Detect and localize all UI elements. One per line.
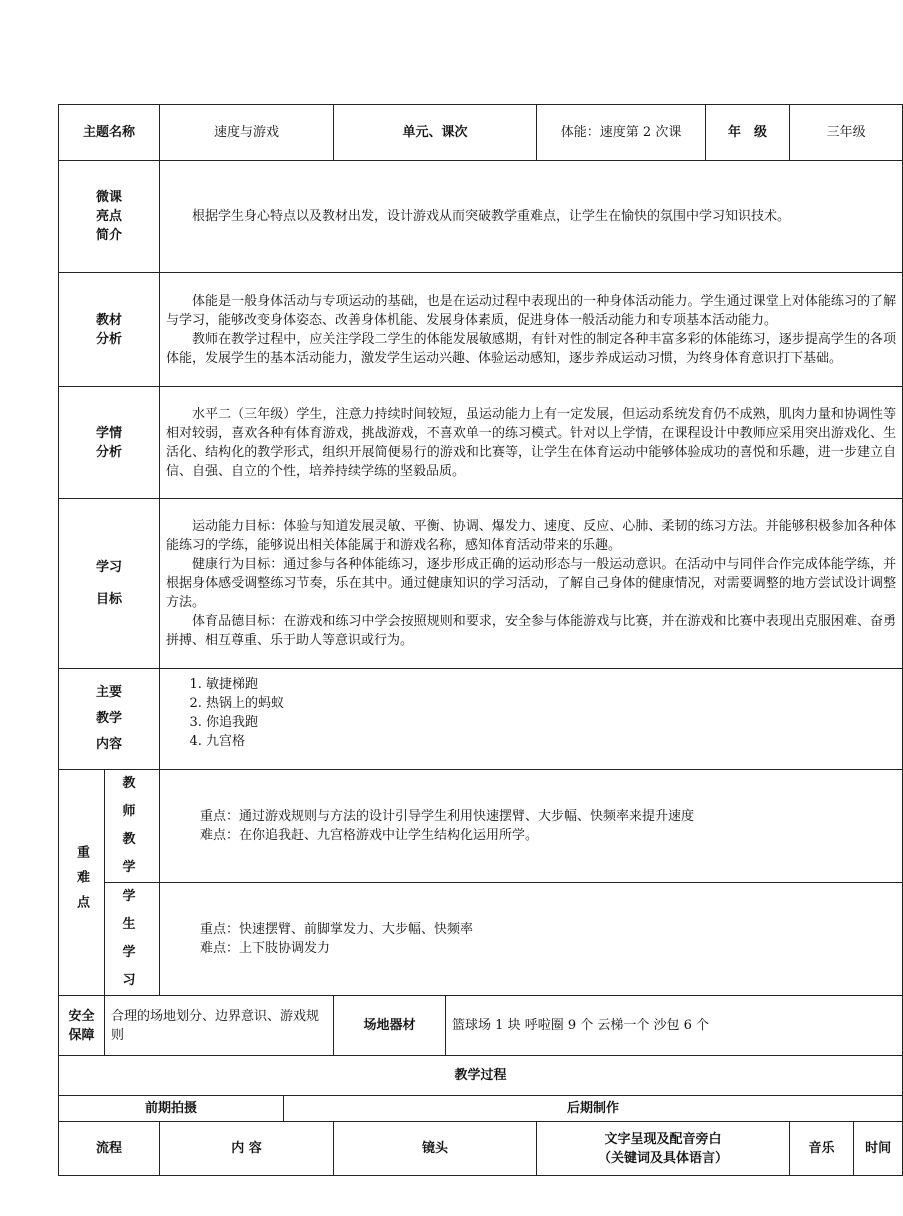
goal-paragraph: 体育品德目标：在游戏和练习中学会按照规则和要求，安全参与体能游戏与比赛，并在游戏和比赛中表现出克服困难、奋勇拼搏、相互尊重、乐于助人等意识或行为。 [166,614,897,648]
student-learn-label-cell [105,883,160,996]
venue-text: 篮球场 1 块 呼啦圈 9 个 云梯一个 沙包 6 个 [446,996,903,1056]
material-paragraph: 体能是一般身体活动与专项运动的基础，也是在运动过程中表现出的一种身体活动能力。学生通过课堂上对体能练习的了解与学习，能够改变身体姿态、改善身体机能、发展身体素质，促进身体一般活动能力和专项基本活动能力。 [166,293,897,328]
theme-value: 速度与游戏 [160,105,334,161]
header-row [59,105,903,161]
unit-label: 单元、课次 [334,105,537,161]
safety-label: 安全保障 [59,996,105,1056]
list-item: 3. 你追我跑 [206,713,896,732]
venue-label: 场地器材 [334,996,446,1056]
keypoints-label-cell [59,770,105,996]
theme-label: 主题名称 [59,105,160,161]
teacher-points-cell [160,770,903,883]
student-text: 水平二（三年级）学生，注意力持续时间较短，虽运动能力上有一定发展，但运动系统发育仍不成熟，肌肉力量和协调性等相对较弱，喜欢各种有体育游戏，挑战游戏，不喜欢单一的练习模式。针对以上学情，在课程设计中教师应采用突出游戏化、生活化、结构化的教学形式，组织开展简便易行的游戏和比赛等，让学生在体育运动中能够体验成功的喜悦和乐趣，进一步建立自信、自强、自立的个性，培养持续学练的坚毅品质。 [166,406,897,479]
material-paragraph: 教师在教学过程中，应关注学段二学生的体能发展敏感期，有针对性的制定各种丰富多彩的体能练习，逐步提高学生的各项体能，发展学生的基本活动能力，激发学生运动兴趣、体验运动感知，逐步养成运动习惯，为终身体育意识打下基础。 [166,331,897,366]
micro-text: 根据学生身心特点以及教材出发，设计游戏从而突破教学重难点，让学生在愉快的氛围中学习知识技术。 [192,209,791,224]
content-label-line: 教学 [96,711,123,726]
list-item: 4. 九宫格 [206,732,896,751]
col-narration [537,1122,790,1176]
list-item: 2. 热锅上的蚂蚁 [206,694,896,713]
content-list [166,675,896,751]
goals-label [59,499,160,669]
micro-label-line: 简介 [96,228,123,243]
student-row [59,387,903,499]
material-label-line: 教材 [96,312,123,328]
lesson-plan-document [58,104,897,1176]
post-production-label: 后期制作 [284,1096,903,1122]
pre-production-label: 前期拍摄 [59,1096,284,1122]
safety-row [59,996,903,1056]
micro-label [59,161,160,273]
goals-label-line: 学习 [96,559,123,575]
teacher-label-cell [105,770,160,883]
unit-value: 体能：速度第 2 次课 [537,105,706,161]
goal-paragraph: 健康行为目标：通过参与各种体能练习，逐步形成正确的运动形态与一般运动意识。在活动中与同伴合作完成体能学练，并根据身体感受调整练习节奏，乐在其中。通过健康知识的学习活动，了解自己身体的健康情况，对需要调整的地方尝试设计调整方法。 [166,557,897,610]
student-cell [160,387,903,499]
teacher-difficulty: 难点：在你追我赶、九宫格游戏中让学生结构化运用所学。 [200,828,539,843]
teacher-label: 教 师 教 学 [122,776,142,875]
content-row [59,669,903,770]
content-cell [160,669,903,770]
micro-label-line: 微课 [96,190,123,205]
process-title: 教学过程 [59,1056,903,1096]
process-title-row [59,1056,903,1096]
material-row [59,273,903,387]
safety-text: 合理的场地划分、边界意识、游戏规则 [105,996,334,1056]
keypoints-teacher-row [59,770,903,883]
col-content: 内 容 [160,1122,334,1176]
col-narration-line2: （关键词及具体语言） [598,1150,729,1166]
student-learn-label: 学 生 学 习 [122,889,142,988]
student-points-cell [160,883,903,996]
content-label-line: 主要 [96,685,123,700]
production-row [59,1096,903,1122]
teacher-focus: 重点：通过游戏规则与方法的设计引导学生利用快速摆臂、大步幅、快频率来提升速度 [200,809,695,824]
content-label-line: 内容 [96,737,123,752]
micro-label-line: 亮点 [96,209,123,224]
keypoints-label: 重难点 [74,845,89,920]
student-difficulty: 难点：上下肢协调发力 [200,941,331,956]
goal-paragraph: 运动能力目标：体验与知道发展灵敏、平衡、协调、爆发力、速度、反应、心肺、柔韧的练习方法。并能够积极参加各种体能练习的学练，能够说出相关体能属于和游戏名称，感知体育活动带来的乐趣。 [166,519,897,553]
list-item: 1. 敏捷梯跑 [206,675,896,694]
material-label [59,273,160,387]
col-shot: 镜头 [334,1122,537,1176]
goals-row [59,499,903,669]
keypoints-student-row [59,883,903,996]
grade-label: 年 级 [706,105,790,161]
material-label-line: 分析 [96,331,123,347]
col-flow: 流程 [59,1122,160,1176]
goals-cell [160,499,903,669]
col-narration-line1: 文字呈现及配音旁白 [604,1131,722,1147]
content-label [59,669,160,770]
lesson-plan-table [58,104,903,1176]
student-focus: 重点：快速摆臂、前脚掌发力、大步幅、快频率 [200,922,474,937]
student-label-line: 分析 [96,444,123,460]
process-header-row [59,1122,903,1176]
micro-cell [160,161,903,273]
student-label-line: 学情 [96,425,123,441]
grade-value: 三年级 [790,105,903,161]
col-time: 时间 [854,1122,903,1176]
goals-label-line: 目标 [96,591,123,607]
material-cell [160,273,903,387]
student-label [59,387,160,499]
col-music: 音乐 [790,1122,854,1176]
micro-row [59,161,903,273]
